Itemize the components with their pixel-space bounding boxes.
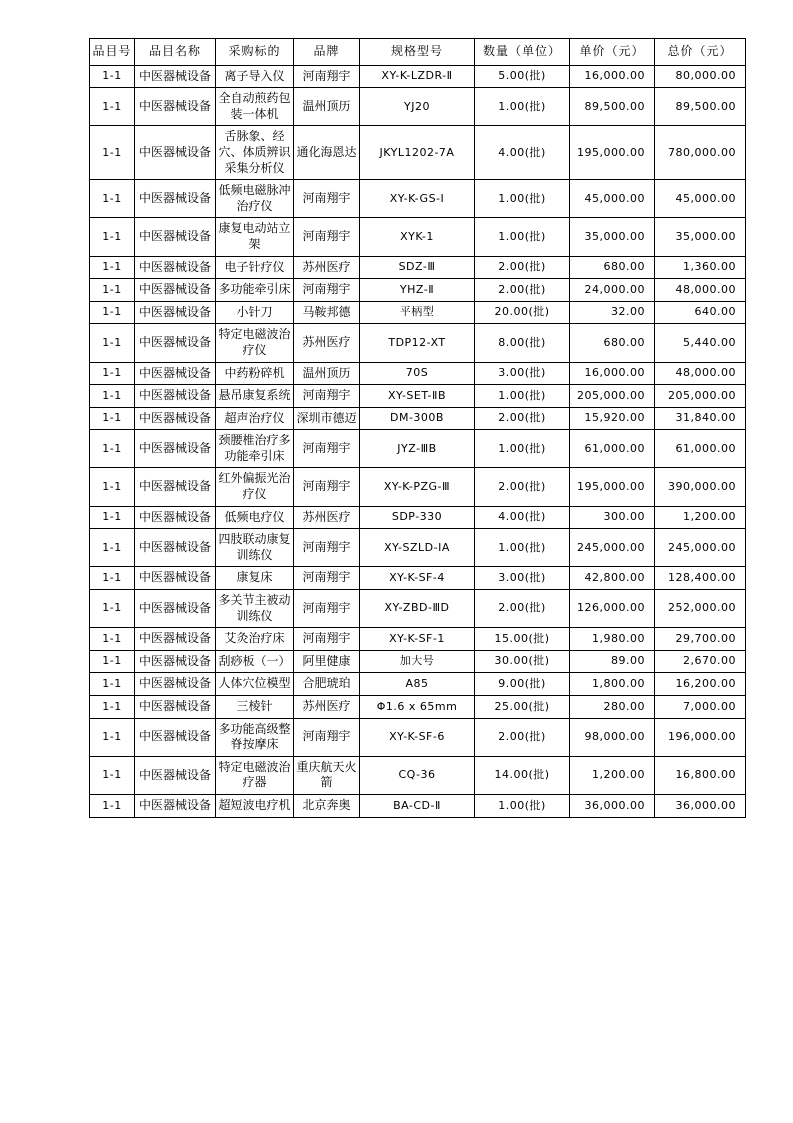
cell-total_price: 29,700.00 [655, 628, 746, 651]
cell-target: 三棱针 [216, 696, 294, 719]
cell-total_price: 1,360.00 [655, 256, 746, 279]
cell-brand: 河南翔宇 [294, 279, 360, 302]
table-row [90, 88, 746, 126]
column-header-unit_price: 单价（元） [570, 39, 655, 66]
cell-target: 离子导入仪 [216, 65, 294, 88]
cell-qty: 4.00(批) [475, 506, 570, 529]
cell-total_price: 80,000.00 [655, 65, 746, 88]
cell-item_name: 中医器械设备 [135, 650, 216, 673]
table-row [90, 430, 746, 468]
cell-brand: 苏州医疗 [294, 324, 360, 362]
cell-target: 超短波电疗机 [216, 794, 294, 817]
cell-model: XYK-1 [360, 218, 475, 256]
cell-model: XY-K-PZG-Ⅲ [360, 468, 475, 506]
cell-item_name: 中医器械设备 [135, 506, 216, 529]
cell-qty: 1.00(批) [475, 88, 570, 126]
cell-item_no: 1-1 [90, 756, 135, 794]
cell-item_name: 中医器械设备 [135, 430, 216, 468]
cell-brand: 阿里健康 [294, 650, 360, 673]
cell-item_name: 中医器械设备 [135, 385, 216, 408]
cell-brand: 河南翔宇 [294, 628, 360, 651]
cell-item_name: 中医器械设备 [135, 256, 216, 279]
cell-brand: 苏州医疗 [294, 696, 360, 719]
cell-unit_price: 36,000.00 [570, 794, 655, 817]
column-header-item_no: 品目号 [90, 39, 135, 66]
cell-brand: 通化海恩达 [294, 126, 360, 180]
table-row [90, 696, 746, 719]
cell-total_price: 5,440.00 [655, 324, 746, 362]
cell-item_no: 1-1 [90, 88, 135, 126]
cell-qty: 25.00(批) [475, 696, 570, 719]
cell-item_no: 1-1 [90, 468, 135, 506]
cell-unit_price: 98,000.00 [570, 718, 655, 756]
cell-brand: 河南翔宇 [294, 468, 360, 506]
cell-item_no: 1-1 [90, 506, 135, 529]
cell-item_name: 中医器械设备 [135, 88, 216, 126]
cell-qty: 2.00(批) [475, 407, 570, 430]
cell-total_price: 1,200.00 [655, 506, 746, 529]
cell-total_price: 640.00 [655, 301, 746, 324]
table-row [90, 256, 746, 279]
table-row [90, 590, 746, 628]
cell-target: 人体穴位模型 [216, 673, 294, 696]
cell-target: 多功能牵引床 [216, 279, 294, 302]
table-row [90, 362, 746, 385]
cell-total_price: 35,000.00 [655, 218, 746, 256]
cell-brand: 温州顶历 [294, 88, 360, 126]
cell-brand: 马鞍邦德 [294, 301, 360, 324]
cell-model: JKYL1202-7A [360, 126, 475, 180]
cell-target: 红外偏振光治疗仪 [216, 468, 294, 506]
table-row [90, 673, 746, 696]
cell-qty: 15.00(批) [475, 628, 570, 651]
cell-target: 四肢联动康复训练仪 [216, 529, 294, 567]
cell-target: 悬吊康复系统 [216, 385, 294, 408]
cell-unit_price: 126,000.00 [570, 590, 655, 628]
cell-item_name: 中医器械设备 [135, 126, 216, 180]
cell-unit_price: 280.00 [570, 696, 655, 719]
cell-total_price: 7,000.00 [655, 696, 746, 719]
cell-unit_price: 1,800.00 [570, 673, 655, 696]
cell-unit_price: 24,000.00 [570, 279, 655, 302]
cell-item_no: 1-1 [90, 673, 135, 696]
cell-unit_price: 32.00 [570, 301, 655, 324]
table-row [90, 65, 746, 88]
cell-target: 颈腰椎治疗多功能牵引床 [216, 430, 294, 468]
cell-item_no: 1-1 [90, 126, 135, 180]
cell-target: 康复电动站立架 [216, 218, 294, 256]
table-row [90, 385, 746, 408]
cell-item_name: 中医器械设备 [135, 696, 216, 719]
cell-model: XY-K-LZDR-Ⅱ [360, 65, 475, 88]
table-row [90, 794, 746, 817]
cell-unit_price: 35,000.00 [570, 218, 655, 256]
cell-qty: 20.00(批) [475, 301, 570, 324]
cell-model: YHZ-Ⅱ [360, 279, 475, 302]
cell-brand: 苏州医疗 [294, 256, 360, 279]
cell-total_price: 36,000.00 [655, 794, 746, 817]
cell-qty: 9.00(批) [475, 673, 570, 696]
table-row [90, 529, 746, 567]
cell-target: 低频电磁脉冲治疗仪 [216, 180, 294, 218]
cell-qty: 3.00(批) [475, 362, 570, 385]
cell-item_name: 中医器械设备 [135, 756, 216, 794]
cell-target: 特定电磁波治疗器 [216, 756, 294, 794]
cell-target: 多功能高级整脊按摩床 [216, 718, 294, 756]
cell-item_no: 1-1 [90, 650, 135, 673]
cell-unit_price: 680.00 [570, 256, 655, 279]
cell-unit_price: 89,500.00 [570, 88, 655, 126]
cell-item_no: 1-1 [90, 567, 135, 590]
cell-brand: 苏州医疗 [294, 506, 360, 529]
cell-unit_price: 61,000.00 [570, 430, 655, 468]
cell-item_no: 1-1 [90, 324, 135, 362]
cell-model: XY-K-SF-4 [360, 567, 475, 590]
cell-total_price: 390,000.00 [655, 468, 746, 506]
cell-model: XY-K-SF-6 [360, 718, 475, 756]
cell-qty: 2.00(批) [475, 718, 570, 756]
cell-model: XY-SZLD-ⅠA [360, 529, 475, 567]
cell-total_price: 45,000.00 [655, 180, 746, 218]
cell-item_no: 1-1 [90, 65, 135, 88]
cell-unit_price: 245,000.00 [570, 529, 655, 567]
cell-brand: 河南翔宇 [294, 718, 360, 756]
cell-brand: 重庆航天火箭 [294, 756, 360, 794]
cell-item_no: 1-1 [90, 529, 135, 567]
cell-target: 全自动煎药包装一体机 [216, 88, 294, 126]
table-row [90, 218, 746, 256]
cell-brand: 河南翔宇 [294, 218, 360, 256]
cell-total_price: 61,000.00 [655, 430, 746, 468]
cell-item_no: 1-1 [90, 696, 135, 719]
cell-qty: 1.00(批) [475, 385, 570, 408]
cell-qty: 2.00(批) [475, 279, 570, 302]
cell-brand: 河南翔宇 [294, 385, 360, 408]
cell-total_price: 16,200.00 [655, 673, 746, 696]
cell-total_price: 128,400.00 [655, 567, 746, 590]
cell-target: 刮痧板（一） [216, 650, 294, 673]
cell-total_price: 252,000.00 [655, 590, 746, 628]
cell-item_name: 中医器械设备 [135, 718, 216, 756]
cell-qty: 1.00(批) [475, 794, 570, 817]
column-header-total_price: 总价（元） [655, 39, 746, 66]
cell-brand: 河南翔宇 [294, 529, 360, 567]
cell-item_no: 1-1 [90, 590, 135, 628]
cell-item_name: 中医器械设备 [135, 180, 216, 218]
cell-brand: 北京奔奥 [294, 794, 360, 817]
cell-total_price: 2,670.00 [655, 650, 746, 673]
cell-unit_price: 195,000.00 [570, 126, 655, 180]
cell-qty: 1.00(批) [475, 529, 570, 567]
cell-unit_price: 45,000.00 [570, 180, 655, 218]
cell-item_name: 中医器械设备 [135, 468, 216, 506]
cell-brand: 河南翔宇 [294, 430, 360, 468]
cell-item_no: 1-1 [90, 362, 135, 385]
cell-qty: 14.00(批) [475, 756, 570, 794]
cell-unit_price: 16,000.00 [570, 65, 655, 88]
cell-item_no: 1-1 [90, 718, 135, 756]
cell-item_no: 1-1 [90, 279, 135, 302]
table-body [90, 65, 746, 817]
cell-item_name: 中医器械设备 [135, 529, 216, 567]
cell-unit_price: 300.00 [570, 506, 655, 529]
cell-model: 加大号 [360, 650, 475, 673]
table-row [90, 718, 746, 756]
cell-item_name: 中医器械设备 [135, 673, 216, 696]
cell-qty: 4.00(批) [475, 126, 570, 180]
cell-total_price: 780,000.00 [655, 126, 746, 180]
cell-unit_price: 1,980.00 [570, 628, 655, 651]
cell-model: Φ1.6 x 65mm [360, 696, 475, 719]
table-row [90, 126, 746, 180]
cell-target: 康复床 [216, 567, 294, 590]
column-header-model: 规格型号 [360, 39, 475, 66]
cell-item_no: 1-1 [90, 218, 135, 256]
cell-target: 舌脉象、经穴、体质辨识采集分析仪 [216, 126, 294, 180]
column-header-item_name: 品目名称 [135, 39, 216, 66]
cell-item_no: 1-1 [90, 628, 135, 651]
cell-item_name: 中医器械设备 [135, 218, 216, 256]
cell-qty: 2.00(批) [475, 590, 570, 628]
cell-qty: 5.00(批) [475, 65, 570, 88]
cell-unit_price: 195,000.00 [570, 468, 655, 506]
cell-total_price: 48,000.00 [655, 362, 746, 385]
cell-total_price: 205,000.00 [655, 385, 746, 408]
cell-model: CQ-36 [360, 756, 475, 794]
header-row [90, 39, 746, 66]
cell-unit_price: 15,920.00 [570, 407, 655, 430]
cell-item_name: 中医器械设备 [135, 407, 216, 430]
cell-unit_price: 42,800.00 [570, 567, 655, 590]
cell-model: 平柄型 [360, 301, 475, 324]
cell-item_name: 中医器械设备 [135, 279, 216, 302]
cell-item_no: 1-1 [90, 301, 135, 324]
table-row [90, 650, 746, 673]
cell-total_price: 31,840.00 [655, 407, 746, 430]
table-row [90, 324, 746, 362]
cell-target: 多关节主被动训练仪 [216, 590, 294, 628]
cell-brand: 河南翔宇 [294, 65, 360, 88]
cell-total_price: 48,000.00 [655, 279, 746, 302]
cell-qty: 1.00(批) [475, 218, 570, 256]
table-row [90, 180, 746, 218]
column-header-brand: 品牌 [294, 39, 360, 66]
cell-unit_price: 680.00 [570, 324, 655, 362]
cell-model: TDP12-XT [360, 324, 475, 362]
cell-item_no: 1-1 [90, 385, 135, 408]
cell-qty: 2.00(批) [475, 256, 570, 279]
cell-model: XY-K-SF-1 [360, 628, 475, 651]
cell-unit_price: 89.00 [570, 650, 655, 673]
cell-qty: 3.00(批) [475, 567, 570, 590]
column-header-qty: 数量（单位） [475, 39, 570, 66]
cell-item_name: 中医器械设备 [135, 567, 216, 590]
cell-item_name: 中医器械设备 [135, 362, 216, 385]
cell-brand: 河南翔宇 [294, 590, 360, 628]
table-row [90, 756, 746, 794]
cell-unit_price: 1,200.00 [570, 756, 655, 794]
cell-target: 艾灸治疗床 [216, 628, 294, 651]
cell-qty: 1.00(批) [475, 430, 570, 468]
cell-model: A85 [360, 673, 475, 696]
cell-item_name: 中医器械设备 [135, 794, 216, 817]
cell-brand: 河南翔宇 [294, 180, 360, 218]
cell-item_no: 1-1 [90, 180, 135, 218]
cell-model: JYZ-ⅢB [360, 430, 475, 468]
procurement-table [89, 38, 746, 818]
cell-item_no: 1-1 [90, 256, 135, 279]
cell-brand: 河南翔宇 [294, 567, 360, 590]
cell-model: XY-SET-ⅡB [360, 385, 475, 408]
cell-qty: 30.00(批) [475, 650, 570, 673]
cell-item_no: 1-1 [90, 407, 135, 430]
cell-model: XY-ZBD-ⅢD [360, 590, 475, 628]
cell-brand: 合肥琥珀 [294, 673, 360, 696]
table-row [90, 506, 746, 529]
cell-model: 70S [360, 362, 475, 385]
cell-model: SDZ-Ⅲ [360, 256, 475, 279]
cell-target: 低频电疗仪 [216, 506, 294, 529]
column-header-target: 采购标的 [216, 39, 294, 66]
cell-item_no: 1-1 [90, 794, 135, 817]
cell-unit_price: 16,000.00 [570, 362, 655, 385]
cell-target: 小针刀 [216, 301, 294, 324]
cell-target: 电子针疗仪 [216, 256, 294, 279]
cell-qty: 2.00(批) [475, 468, 570, 506]
table-row [90, 628, 746, 651]
cell-model: DM-300B [360, 407, 475, 430]
cell-item_name: 中医器械设备 [135, 301, 216, 324]
table-header [90, 39, 746, 66]
cell-item_name: 中医器械设备 [135, 590, 216, 628]
cell-item_name: 中医器械设备 [135, 65, 216, 88]
cell-total_price: 89,500.00 [655, 88, 746, 126]
cell-qty: 8.00(批) [475, 324, 570, 362]
cell-target: 特定电磁波治疗仪 [216, 324, 294, 362]
cell-model: SDP-330 [360, 506, 475, 529]
cell-model: YJ20 [360, 88, 475, 126]
cell-target: 超声治疗仪 [216, 407, 294, 430]
cell-total_price: 196,000.00 [655, 718, 746, 756]
table-row [90, 301, 746, 324]
cell-item_no: 1-1 [90, 430, 135, 468]
cell-brand: 深圳市德迈 [294, 407, 360, 430]
table-row [90, 468, 746, 506]
cell-item_name: 中医器械设备 [135, 324, 216, 362]
cell-model: XY-K-GS-Ⅰ [360, 180, 475, 218]
table-row [90, 567, 746, 590]
cell-total_price: 245,000.00 [655, 529, 746, 567]
cell-model: BA-CD-Ⅱ [360, 794, 475, 817]
cell-total_price: 16,800.00 [655, 756, 746, 794]
cell-item_name: 中医器械设备 [135, 628, 216, 651]
table-row [90, 407, 746, 430]
table-row [90, 279, 746, 302]
cell-unit_price: 205,000.00 [570, 385, 655, 408]
cell-qty: 1.00(批) [475, 180, 570, 218]
cell-brand: 温州顶历 [294, 362, 360, 385]
cell-target: 中药粉碎机 [216, 362, 294, 385]
